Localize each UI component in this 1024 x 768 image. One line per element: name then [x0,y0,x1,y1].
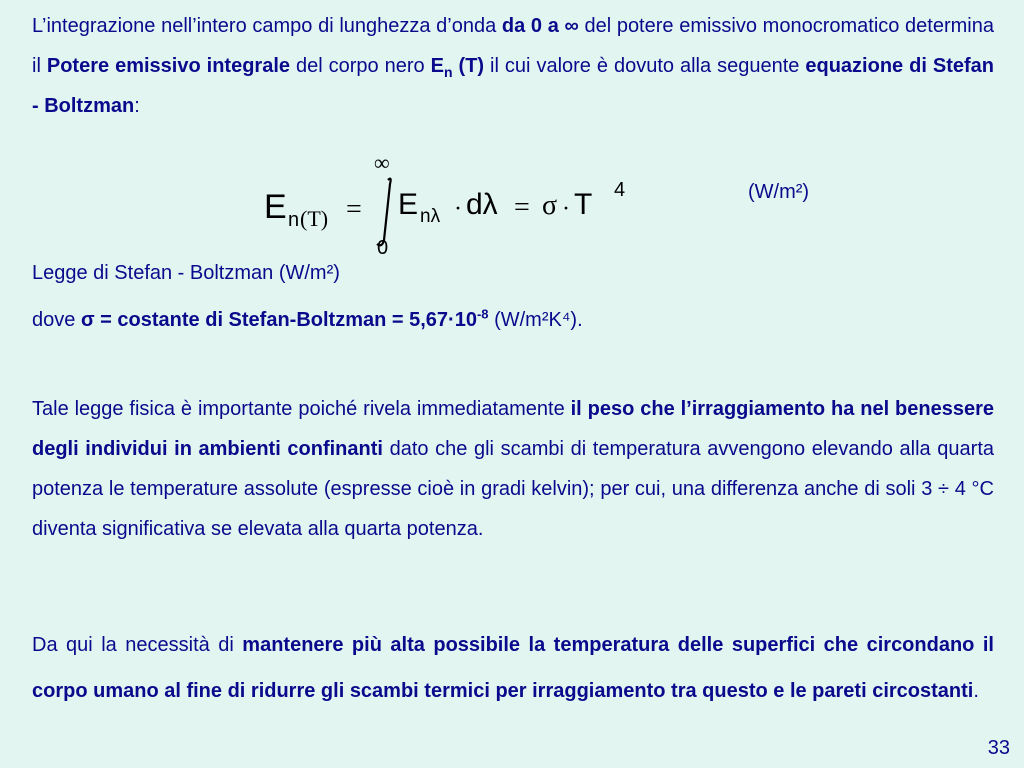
importance-bold: il peso che l’irraggiamento ha nel benessere degli individui in ambienti confinanti [32,398,994,460]
formula-integrand-E: E [398,188,419,221]
intro-text-3: del corpo nero [290,55,431,77]
formula-lhs-arg: (T) [300,206,329,231]
formula-lower-limit: 0 [377,237,389,259]
intro-bold-equation-name: equazione di Stefan - Boltzman [32,55,995,117]
formula-lhs-sub: n [288,209,300,231]
conclusion-bold: mantenere più alta possibile la temperatura delle superfici che circondano il corpo umano al fine di ridurre gli scambi termici per irraggiamento tra questo e le pareti circostanti [32,634,994,702]
sigma-unit: (W/m²K⁴). [488,309,583,331]
formula-equals-1: = [346,194,362,225]
conclusion-paragraph: Da qui la necessità di mantenere più alta possibile la temperatura delle superfici che circondano il corpo umano al fine di ridurre gli scambi termici per irraggiamento tra questo e le pareti circostanti. [32,634,994,702]
formula-integrand-sub: nλ [420,206,441,227]
importance-paragraph: Tale legge fisica è importante poiché rivela immediatamente il peso che l’irraggiamento ha nel benessere degli individui in ambienti confinanti dato che gli scambi di temperatura avvengono elevando alla quarta potenza le temperature assolute (espresse cioè in gradi kelvin); per cui, una differenza anche di soli 3 ÷ 4 °C diventa significativa se elevata alla quarta potenza. [32,398,995,540]
intro-bold-term: Potere emissivo integrale [46,55,291,77]
integral-sign [377,179,391,246]
intro-bold-range: da 0 a ∞ [501,15,579,37]
intro-text-4: il cui valore è dovuto alla seguente [484,55,806,77]
intro-text-5: : [134,95,140,117]
formula-lhs-E: E [264,188,287,226]
page-number: 33 [987,737,1010,759]
intro-text-1: L’integrazione nell’intero campo di lunghezza d’onda [32,15,502,37]
intro-text-2: del potere emissivo monocromatico determina il [32,15,994,77]
formula-dot-2: · [562,196,570,222]
stefan-boltzmann-formula [258,150,638,260]
sigma-symbol: σ [80,309,95,331]
formula-sigma: σ [542,190,558,221]
sigma-constant: = costante di Stefan-Boltzman = $5,67\cdot 10^{-8}$ [94,306,489,331]
sigma-definition: dove σ = costante di Stefan-Boltzman = $5,67\cdot 10^{-8}$ (W/m²K⁴). [32,306,583,331]
formula-exponent: 4 [614,179,626,201]
law-caption: Legge di Stefan - Boltzman (W/m²) [32,262,340,284]
formula-T: T [574,188,593,221]
formula-unit: (W/m²) [748,181,810,203]
formula-upper-limit: ∞ [374,150,390,175]
intro-bold-symbol: $E_n$ (T) [430,55,485,80]
formula-equals-2: = [514,192,530,223]
formula-d-lambda: dλ [466,188,498,221]
formula-dot-1: · [454,196,462,222]
intro-paragraph [32,6,994,126]
